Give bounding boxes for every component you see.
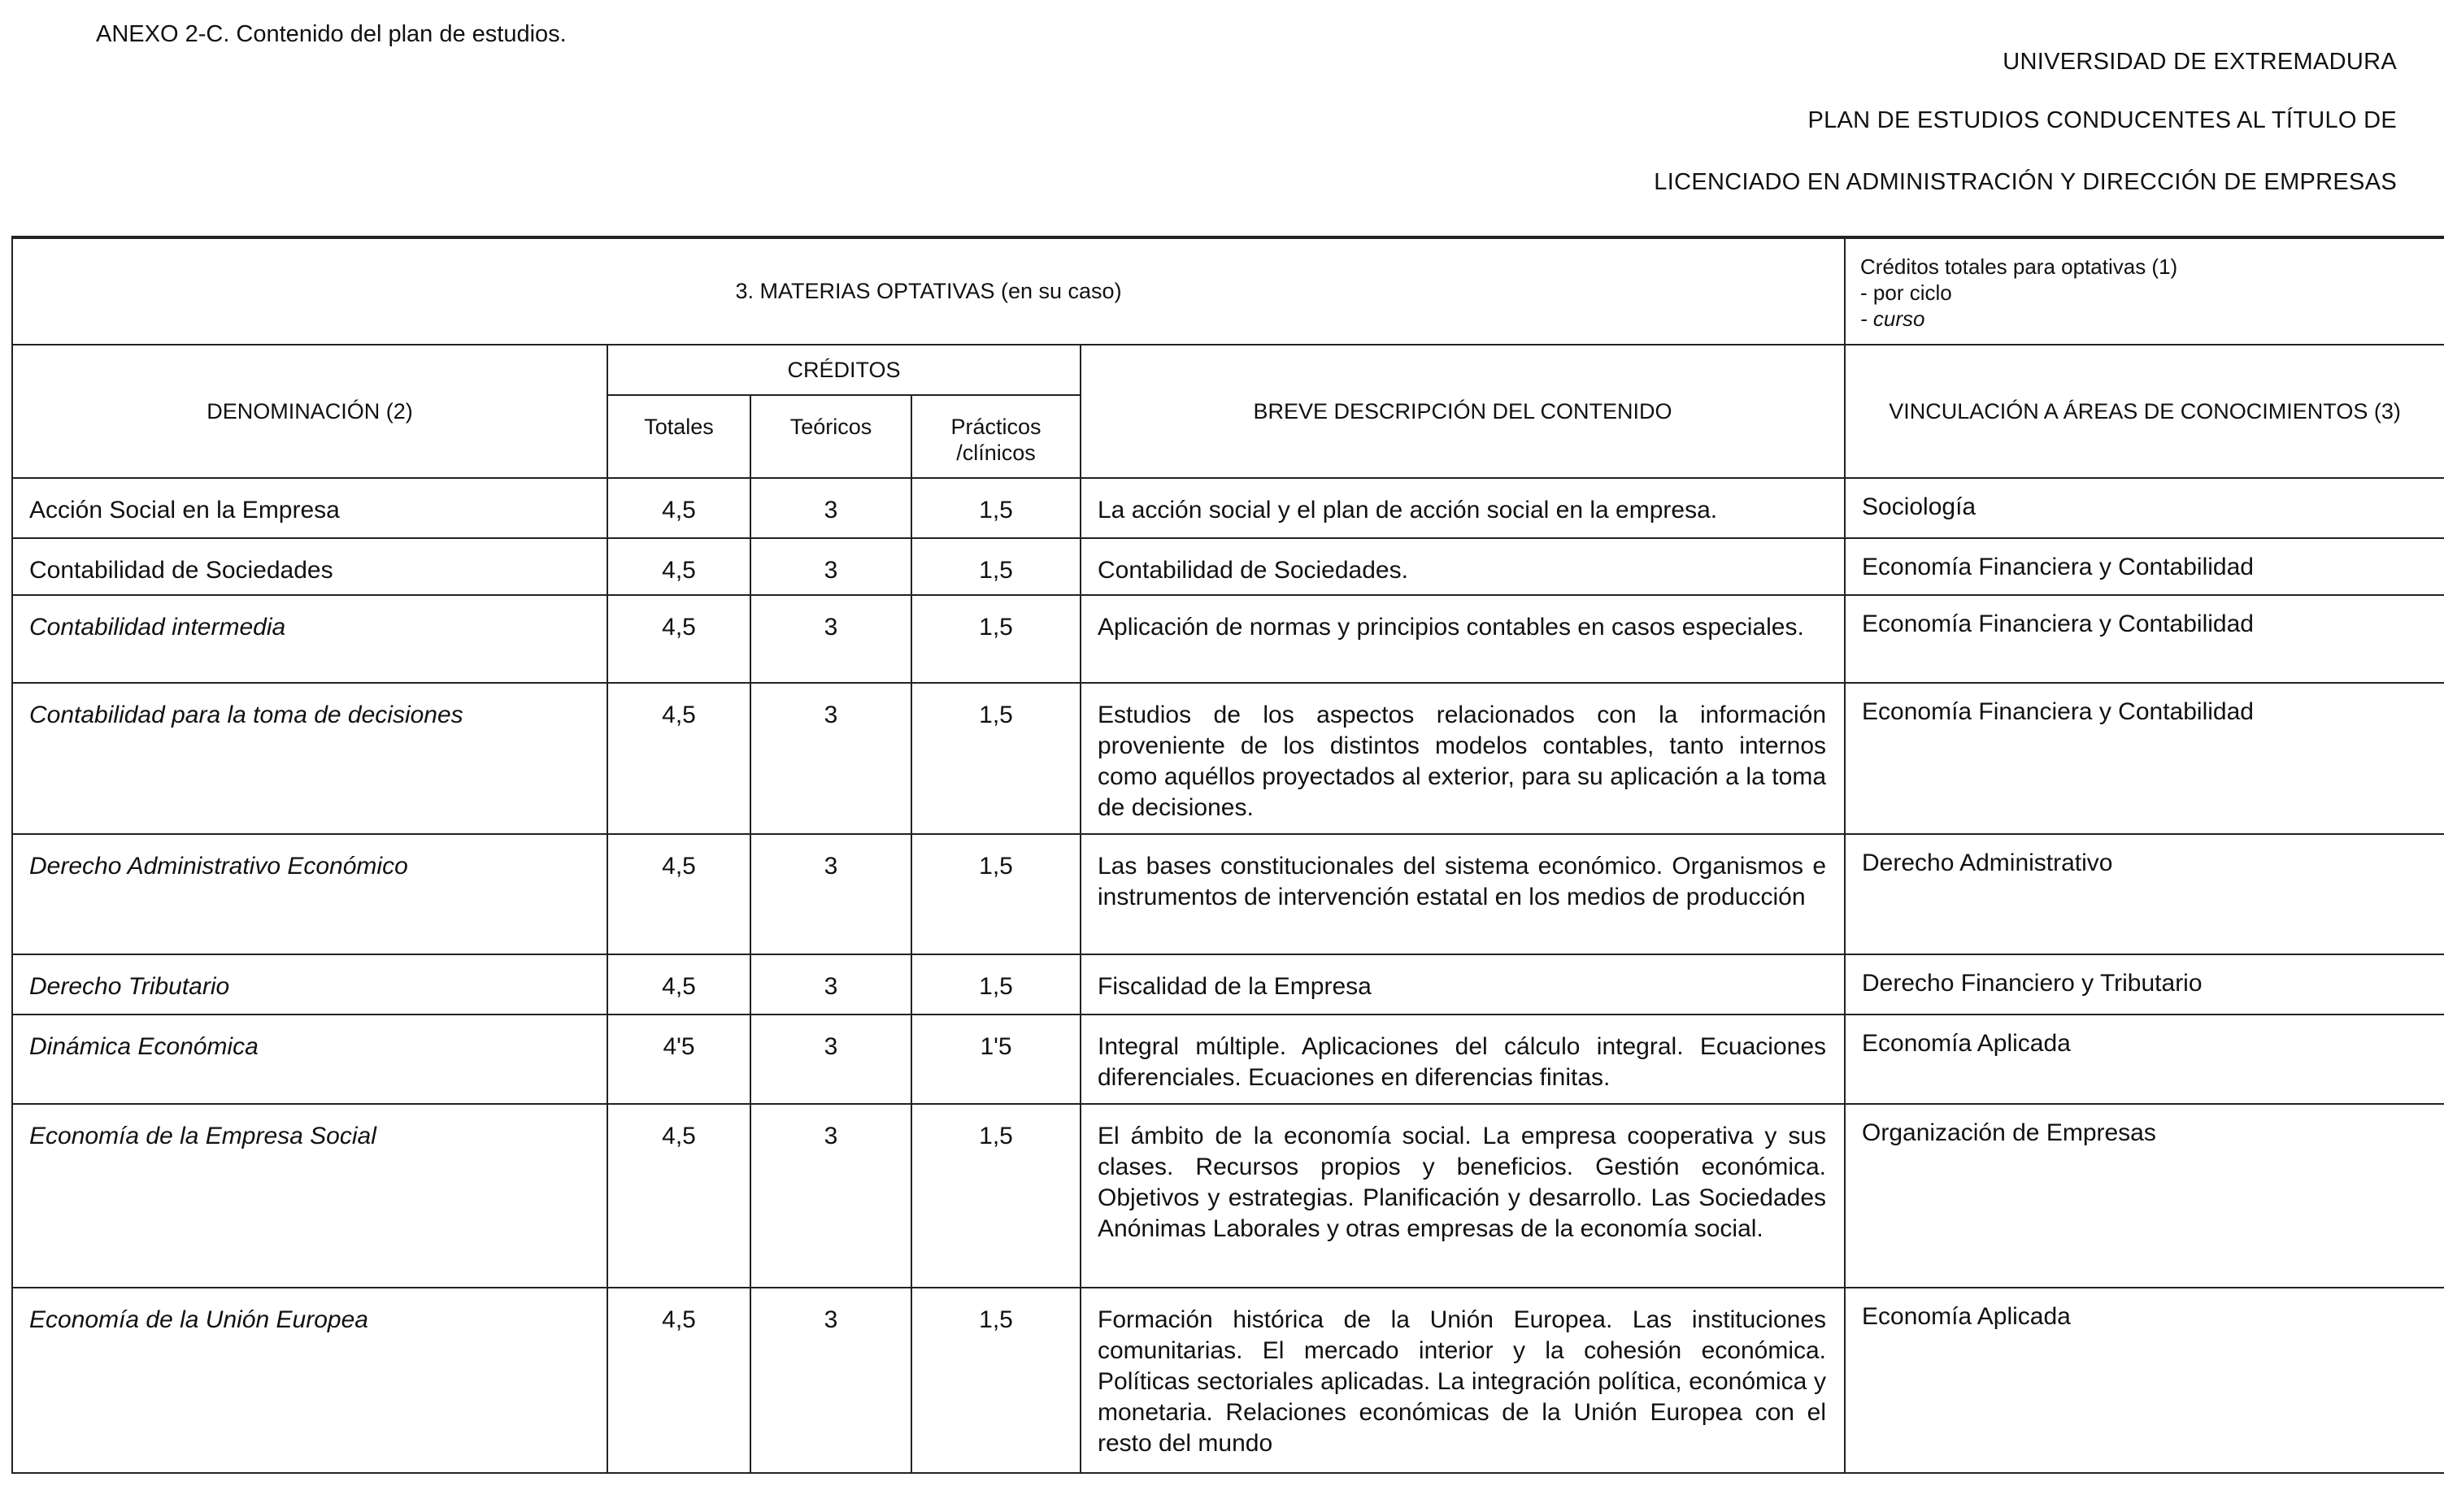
table-row — [12, 683, 2444, 834]
credits-totals: 4,5 — [607, 478, 750, 538]
credits-note-line-1: Créditos totales para optativas (1) — [1860, 254, 2178, 279]
knowledge-area: Derecho Financiero y Tributario — [1845, 954, 2444, 1015]
subject-description: La acción social y el plan de acción social en la empresa. — [1081, 478, 1845, 538]
subject-description: Formación histórica de la Unión Europea. Las instituciones comunitarias. El mercado interior y la cohesión económica. Políticas sectoriales aplicadas. La integración política, económica y monetaria. Relaciones económicas de la Unión Europea con el resto del mundo — [1081, 1288, 1845, 1473]
credits-practice: 1,5 — [911, 538, 1081, 595]
table-row — [12, 1104, 2444, 1288]
credits-totals: 4,5 — [607, 1288, 750, 1473]
section-title: 3. MATERIAS OPTATIVAS (en su caso) — [12, 237, 1845, 345]
optional-subjects-table — [11, 236, 2444, 1474]
column-header-credits: CRÉDITOS — [607, 345, 1081, 395]
credits-practice: 1,5 — [911, 1288, 1081, 1473]
knowledge-area: Derecho Administrativo — [1845, 834, 2444, 954]
credits-theory: 3 — [750, 1104, 911, 1288]
subject-description: El ámbito de la economía social. La empresa cooperativa y sus clases. Recursos propios y beneficios. Gestión económica. Objetivos y estrategias. Planificación y desarrollo. Las Sociedades Anónimas Laborales y otras empresas de la economía social. — [1081, 1104, 1845, 1288]
annex-title: ANEXO 2-C. Contenido del plan de estudios. — [96, 21, 567, 47]
subject-name: Derecho Tributario — [12, 954, 607, 1015]
table-row — [12, 478, 2444, 538]
subject-description: Integral múltiple. Aplicaciones del cálculo integral. Ecuaciones diferenciales. Ecuaciones en diferencias finitas. — [1081, 1015, 1845, 1104]
credits-totals: 4,5 — [607, 954, 750, 1015]
credits-theory: 3 — [750, 1015, 911, 1104]
credits-theory: 3 — [750, 595, 911, 683]
credits-theory: 3 — [750, 478, 911, 538]
column-header-theory: Teóricos — [750, 395, 911, 478]
knowledge-area: Economía Aplicada — [1845, 1015, 2444, 1104]
subject-description: Las bases constitucionales del sistema económico. Organismos e instrumentos de intervención estatal en los medios de producción — [1081, 834, 1845, 954]
table-row — [12, 595, 2444, 683]
subject-name: Contabilidad de Sociedades — [12, 538, 607, 595]
subject-description: Estudios de los aspectos relacionados con la información proveniente de los distintos modelos contables, tanto internos como aquéllos proyectados al exterior, para su aplicación a la toma de decisiones. — [1081, 683, 1845, 834]
subject-description: Fiscalidad de la Empresa — [1081, 954, 1845, 1015]
column-header-description: BREVE DESCRIPCIÓN DEL CONTENIDO — [1081, 345, 1845, 478]
subject-name: Derecho Administrativo Económico — [12, 834, 607, 954]
subject-name: Contabilidad intermedia — [12, 595, 607, 683]
credits-totals: 4,5 — [607, 1104, 750, 1288]
credits-practice: 1,5 — [911, 834, 1081, 954]
credits-theory: 3 — [750, 683, 911, 834]
credits-practice: 1'5 — [911, 1015, 1081, 1104]
subject-name: Dinámica Económica — [12, 1015, 607, 1104]
table-row — [12, 538, 2444, 595]
subject-name: Acción Social en la Empresa — [12, 478, 607, 538]
column-header-practice: Prácticos /clínicos — [911, 395, 1081, 478]
plan-title-line-2: LICENCIADO EN ADMINISTRACIÓN Y DIRECCIÓN DE EMPRESAS — [1654, 169, 2397, 195]
credits-practice: 1,5 — [911, 478, 1081, 538]
credits-note-line-2: - por ciclo — [1860, 280, 1952, 305]
knowledge-area: Economía Financiera y Contabilidad — [1845, 683, 2444, 834]
credits-totals: 4,5 — [607, 683, 750, 834]
subject-name: Contabilidad para la toma de decisiones — [12, 683, 607, 834]
table-row — [12, 1288, 2444, 1473]
credits-totals: 4'5 — [607, 1015, 750, 1104]
knowledge-area: Organización de Empresas — [1845, 1104, 2444, 1288]
credits-total-note — [1845, 237, 2444, 345]
credits-totals: 4,5 — [607, 538, 750, 595]
knowledge-area: Sociología — [1845, 478, 2444, 538]
column-header-area: VINCULACIÓN A ÁREAS DE CONOCIMIENTOS (3) — [1845, 345, 2444, 478]
subject-name: Economía de la Empresa Social — [12, 1104, 607, 1288]
subject-name: Economía de la Unión Europea — [12, 1288, 607, 1473]
credits-practice: 1,5 — [911, 595, 1081, 683]
subject-description: Aplicación de normas y principios contables en casos especiales. — [1081, 595, 1845, 683]
knowledge-area: Economía Financiera y Contabilidad — [1845, 595, 2444, 683]
credits-practice: 1,5 — [911, 954, 1081, 1015]
credits-note-line-3: - curso — [1860, 306, 1925, 331]
credits-theory: 3 — [750, 1288, 911, 1473]
credits-totals: 4,5 — [607, 595, 750, 683]
credits-totals: 4,5 — [607, 834, 750, 954]
university-name: UNIVERSIDAD DE EXTREMADURA — [2003, 49, 2397, 75]
credits-theory: 3 — [750, 954, 911, 1015]
plan-title-line-1: PLAN DE ESTUDIOS CONDUCENTES AL TÍTULO DE — [1807, 107, 2397, 133]
credits-practice: 1,5 — [911, 683, 1081, 834]
table-row — [12, 954, 2444, 1015]
credits-theory: 3 — [750, 834, 911, 954]
table-row — [12, 1015, 2444, 1104]
subject-description: Contabilidad de Sociedades. — [1081, 538, 1845, 595]
column-header-name: DENOMINACIÓN (2) — [12, 345, 607, 478]
column-header-totals: Totales — [607, 395, 750, 478]
knowledge-area: Economía Financiera y Contabilidad — [1845, 538, 2444, 595]
knowledge-area: Economía Aplicada — [1845, 1288, 2444, 1473]
credits-practice: 1,5 — [911, 1104, 1081, 1288]
table-row — [12, 834, 2444, 954]
credits-theory: 3 — [750, 538, 911, 595]
